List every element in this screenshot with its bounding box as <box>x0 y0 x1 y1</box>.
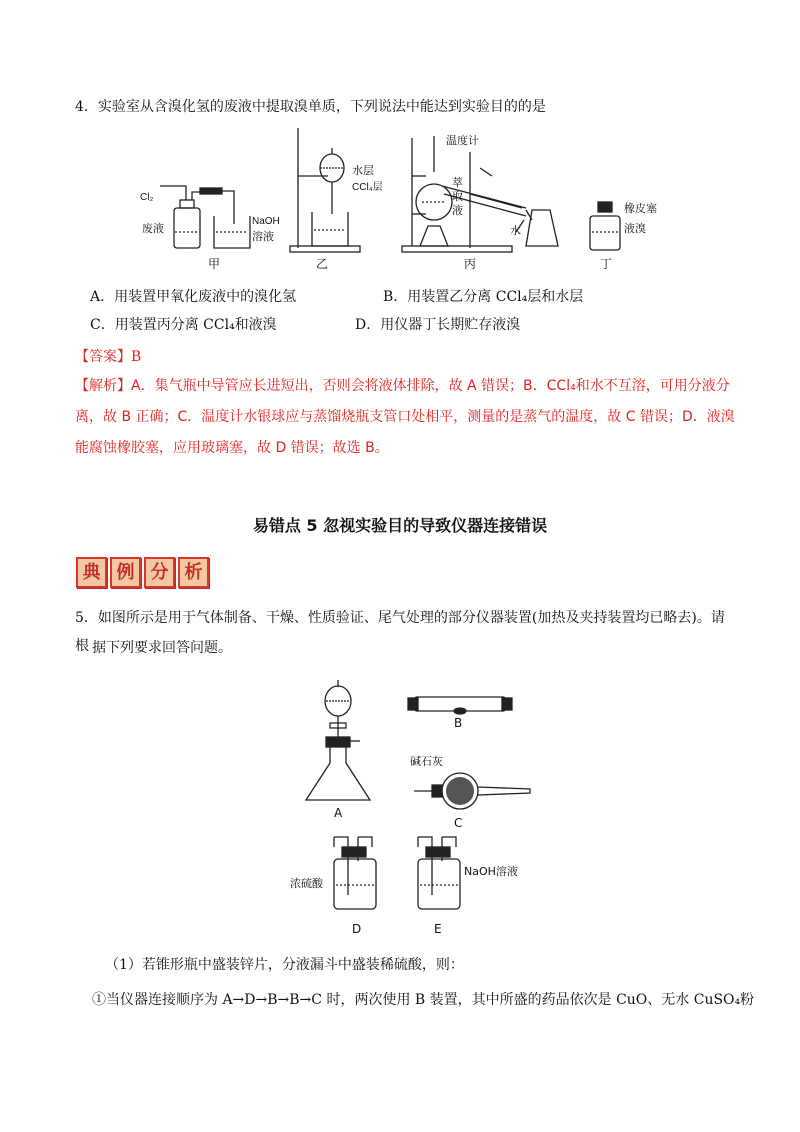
question-4-figure <box>130 128 657 278</box>
badge-char-2: 例 <box>110 557 141 588</box>
label-ccl4-layer: CCl₄层 <box>352 182 383 193</box>
answer: 【答案】B <box>75 349 142 365</box>
caption-jia: 甲 <box>208 257 221 271</box>
option-d: D．用仪器丁长期贮存液溴 <box>355 317 521 333</box>
label-soda-lime: 碱石灰 <box>410 755 443 768</box>
label-shuiceng: 水层 <box>352 164 374 177</box>
label-rongye: 溶液 <box>252 230 274 243</box>
label-liquid-bromine: 液溴 <box>624 222 646 235</box>
question-5-sub-2: ①当仪器连接顺序为 A→D→B→B→C 时，两次使用 B 装置，其中所盛的药品依次是 CuO、无水 CuSO₄粉 <box>92 992 755 1008</box>
label-naoh-solution: NaOH溶液 <box>464 865 518 878</box>
caption-yi: 乙 <box>316 257 329 271</box>
badge-char-4: 析 <box>178 557 209 588</box>
label-ye: 液 <box>452 204 463 217</box>
apparatus-e <box>418 837 460 909</box>
label-feiye: 废液 <box>142 222 164 235</box>
apparatus-jia <box>160 186 250 248</box>
section-title: 易错点 5 忽视实验目的导致仪器连接错误 <box>252 516 548 535</box>
badge-char-1: 典 <box>76 557 107 588</box>
analysis-line-3: 能腐蚀橡胶塞，应用玻璃塞，故 D 错误；故选 B。 <box>75 440 389 456</box>
label-d: D <box>352 922 362 936</box>
question-5-stem-1: 5．如图所示是用于气体制备、干燥、性质验证、尾气处理的部分仪器装置(加热及夹持装置均已略去)。请根 <box>75 610 725 654</box>
apparatus-d <box>334 837 376 909</box>
badge-char-3: 分 <box>144 557 175 588</box>
question-5-figure <box>290 675 580 945</box>
caption-bing: 丙 <box>464 257 477 271</box>
label-stopper: 橡皮塞 <box>624 202 657 215</box>
caption-ding: 丁 <box>600 257 613 271</box>
label-b: B <box>454 716 463 730</box>
apparatus-c <box>414 773 530 809</box>
option-a: A．用装置甲氧化废液中的溴化氢 <box>90 289 297 305</box>
label-cl2: Cl₂ <box>140 192 154 203</box>
label-water: 水 <box>510 224 521 237</box>
label-c: C <box>454 816 463 830</box>
label-qu: 取 <box>452 190 463 203</box>
apparatus-ding <box>590 202 620 250</box>
apparatus-bing <box>402 136 558 252</box>
label-e: E <box>434 922 442 936</box>
label-conc-sulfuric-acid: 浓硫酸 <box>290 877 323 890</box>
label-naoh: NaOH <box>252 216 280 227</box>
label-a: A <box>334 806 343 820</box>
apparatus-a <box>306 680 370 800</box>
question-4-stem: 4．实验室从含溴化氢的废液中提取溴单质，下列说法中能达到实验目的的是 <box>75 99 546 115</box>
analysis-line-2: 离，故 B 正确；C．温度计水银球应与蒸馏烧瓶支管口处相平，测量的是蒸气的温度，故 C 错误；D．液溴 <box>75 409 735 425</box>
question-5-sub-1: （1）若锥形瓶中盛装锌片，分液漏斗中盛装稀硫酸，则： <box>105 957 464 973</box>
option-c: C．用装置丙分离 CCl₄和液溴 <box>90 317 277 333</box>
option-b: B．用装置乙分离 CCl₄层和水层 <box>383 289 584 305</box>
label-thermometer: 温度计 <box>446 134 479 147</box>
label-cui: 萃 <box>452 176 463 189</box>
apparatus-b <box>408 697 512 714</box>
analysis-line-1: 【解析】A．集气瓶中导管应长进短出，否则会将液体排除，故 A 错误；B．CCl₄和水不互溶，可用分液分 <box>75 378 730 394</box>
apparatus-yi <box>290 128 360 252</box>
question-5-stem-2: 据下列要求回答问题。 <box>92 640 232 656</box>
